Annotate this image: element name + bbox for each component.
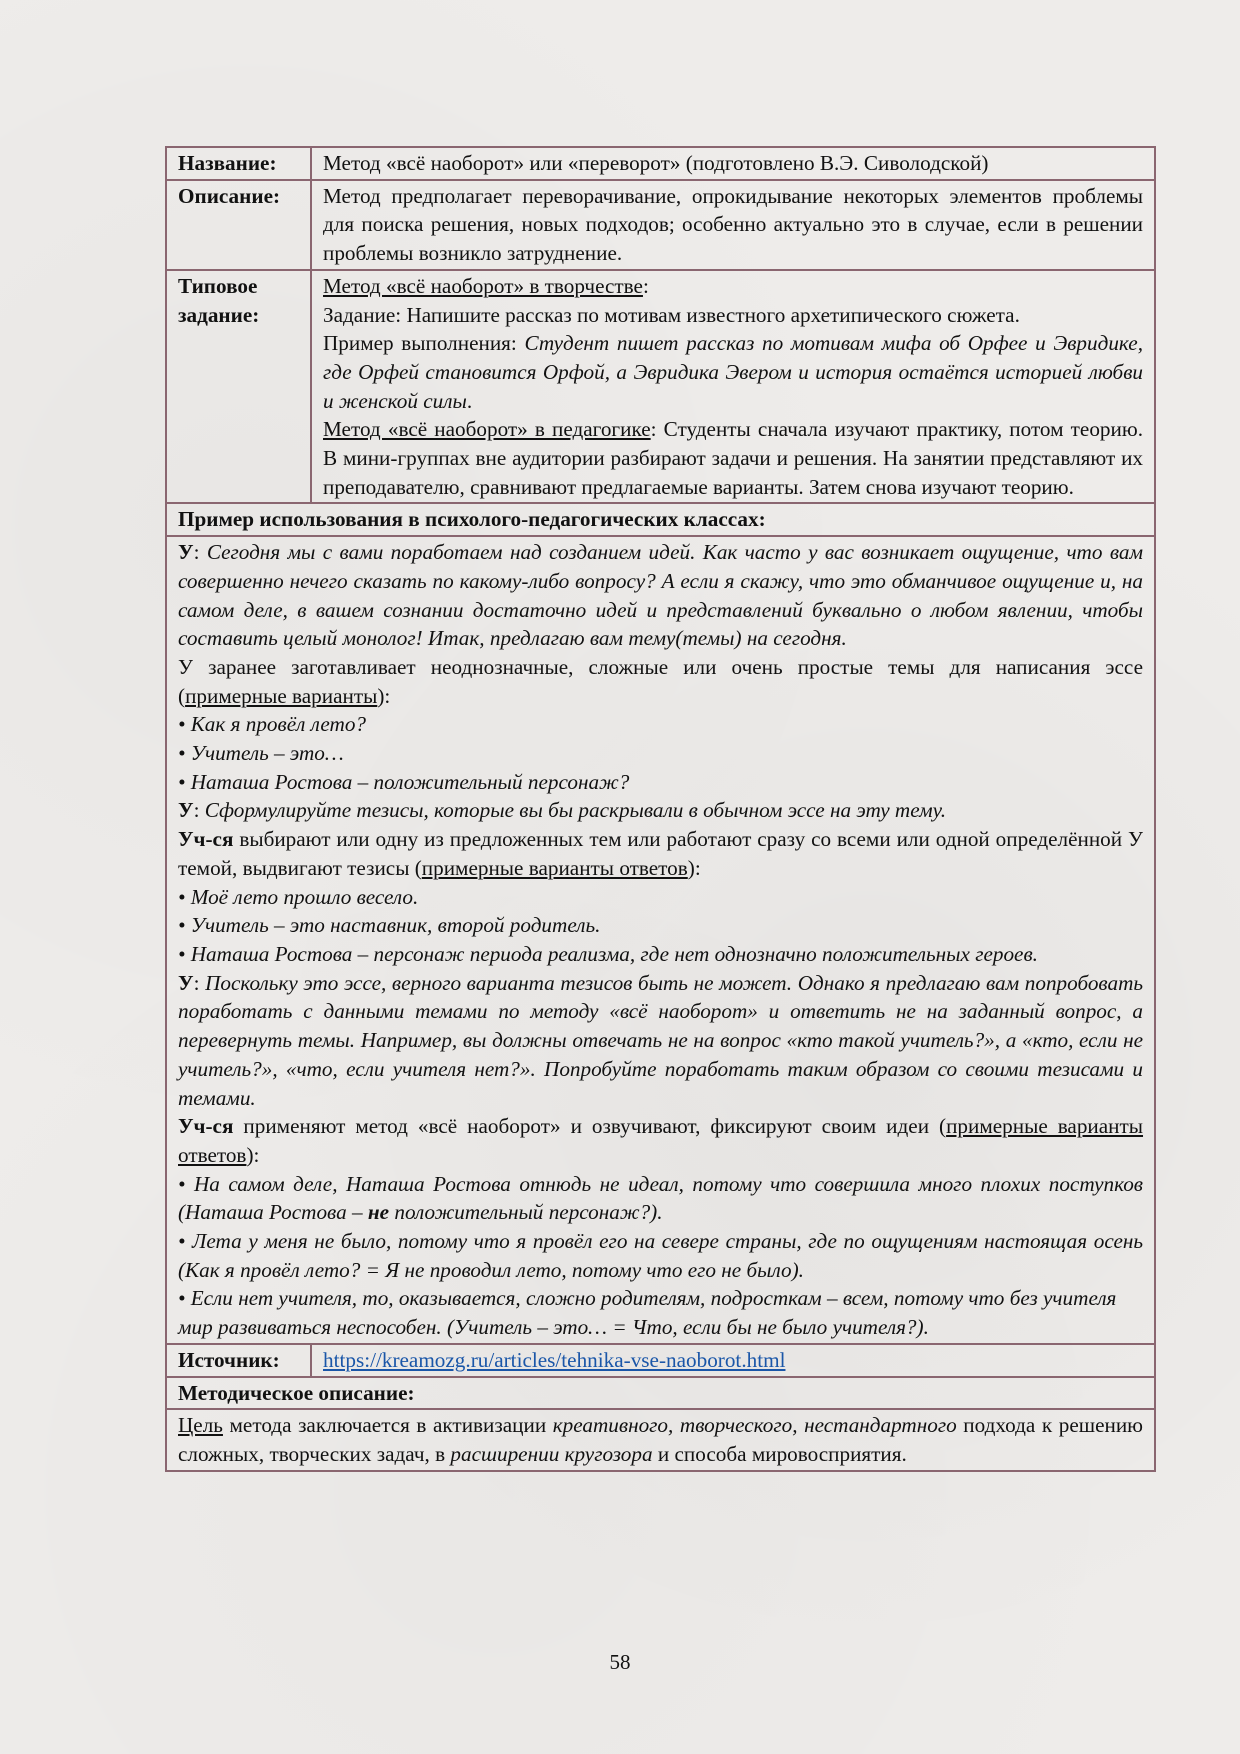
description-row (166, 180, 1155, 270)
pedagogy-text: : Студенты сначала изучают практику, потом теорию. В мини-группах вне аудитории разбирают задачи и решения. На занятии представляют их преподавателю, сравнивают предлагаемые варианты. Затем снова изучают теорию. (323, 417, 1143, 499)
method-italic-1: креативного, творческого, нестандартного (552, 1413, 957, 1438)
method-body-row (166, 1409, 1155, 1470)
choose-text: выбирают или одну из предложенных тем или работают сразу со всеми или одной определённой У темой, выдвигают тезисы ( (178, 827, 1143, 880)
creative-colon: : (642, 273, 649, 298)
intro-text: Сегодня мы с вами поработаем над созданием идей. Как часто у вас возникает ощущение, что вам совершенно нечего сказать по какому-либо вопросу? А если я скажу, что это обманчивое ощущение и, на самом деле, в вашем сознании достаточно идей и представлений буквально о любом явлении, чтобы составить целый монолог! Итак, предлагаю вам тему(темы) на сегодня. (178, 540, 1143, 651)
page-number: 58 (609, 1650, 631, 1674)
teacher-intro (178, 538, 1143, 653)
source-value (311, 1344, 1155, 1377)
example-text: Студент пишет рассказ по мотивам мифа об Орфее и Эвридике, где Орфей становится Орфой, а Эвридика Эвером и история остаётся историей любви и женской силы (323, 331, 1144, 413)
method-header-row (166, 1377, 1155, 1410)
students-mark: Уч-ся (178, 1114, 234, 1139)
close-paren: ): (687, 855, 701, 880)
topic-item: • Учитель – это… (178, 741, 344, 766)
task-value (311, 270, 1155, 504)
teacher-mark: У (178, 540, 194, 565)
name-value: Метод «всё наоборот» или «переворот» (подготовлено В.Э. Сиволодской) (311, 147, 1155, 180)
creative-heading (323, 272, 1143, 301)
pedagogy-paragraph (323, 415, 1143, 501)
formulate-text: Сформулируйте тезисы, которые вы бы раскрывали в обычном эссе на эту тему. (204, 798, 946, 823)
colon: : (193, 798, 205, 823)
close-paren: ): (377, 683, 391, 708)
example-dot: . (466, 388, 473, 413)
description-value: Метод предполагает переворачивание, опрокидывание некоторых элементов проблемы для поиска решения, новых подходов; особенно актуально это в случае, если в решении проблемы возникло затруднение. (311, 180, 1155, 270)
method-body (166, 1409, 1155, 1470)
method-header: Методическое описание: (166, 1377, 1155, 1410)
formulate-paragraph (178, 796, 1143, 825)
name-row (166, 147, 1155, 180)
colon: : (193, 540, 207, 565)
apply-paragraph (178, 1112, 1143, 1169)
task-label (166, 270, 311, 504)
method-card (165, 146, 1156, 1472)
colon: : (193, 970, 206, 995)
name-label: Название: (166, 147, 311, 180)
essay-paragraph (178, 969, 1143, 1113)
thesis-item: • Учитель – это наставник, второй родитель. (178, 913, 601, 938)
example-paragraph (323, 329, 1143, 415)
prepare-paragraph (178, 653, 1143, 710)
result-1-bold: не (367, 1200, 390, 1225)
method-text-1: метода заключается в активизации (222, 1413, 553, 1438)
creative-title: Метод «всё наоборот» в творчестве (323, 273, 643, 298)
example-header: Пример использования в психолого-педагогических классах: (166, 503, 1155, 536)
example-body (166, 536, 1155, 1344)
prepare-underlined: примерные варианты (185, 683, 378, 708)
thesis-item: • Наташа Ростова – персонаж периода реализма, где нет однозначно положительных героев. (178, 941, 1038, 966)
apply-answers-underlined: примерные варианты ответов (178, 1114, 1144, 1167)
source-row (166, 1344, 1155, 1377)
result-1b: положительный персонаж?). (389, 1200, 663, 1225)
topic-item: • Как я провёл лето? (178, 712, 367, 737)
result-item: • Лета у меня не было, потому что я провёл его на севере страны, где по ощущениям настоящая осень (Как я провёл лето? = Я не проводил лето, потому что его не было). (178, 1229, 1143, 1282)
example-body-row (166, 536, 1155, 1344)
answers-underlined: примерные варианты ответов (421, 855, 688, 880)
essay-text: Поскольку это эссе, верного варианта тезисов быть не может. Однако я предлагаю вам попробовать поработать с данными темами по методу «всё наоборот» и ответить не на заданный вопрос, а перевернуть темы. Например, вы должны отвечать не на вопрос «кто такой учитель?», а «кто, если не учитель?», «что, если учителя нет?». Попробуйте поработать таким образом со своими тезисами и темами. (178, 970, 1144, 1110)
teacher-mark: У (178, 798, 194, 823)
example-label: Пример выполнения: (323, 331, 525, 356)
example-header-row (166, 503, 1155, 536)
result-1a: • На самом деле, Наташа Ростова отнюдь не идеал, потому что совершила много плохих поступков (Наташа Ростова – (178, 1171, 1143, 1225)
task-row (166, 270, 1155, 504)
result-item (178, 1170, 1143, 1227)
choose-paragraph (178, 825, 1143, 882)
result-item: • Если нет учителя, то, оказывается, сложно родителям, подросткам – всем, потому что без учителя мир развиваться неспособен. (Учитель – это… = Что, если бы не было учителя?). (178, 1286, 1117, 1340)
topic-item: • Наташа Ростова – положительный персонаж? (178, 769, 630, 794)
task-label-line1: Типовое (178, 273, 258, 298)
apply-text: применяют метод «всё наоборот» и озвучивают, фиксируют своим идеи ( (233, 1114, 947, 1139)
prepare-text: У заранее заготавливает неоднозначные, сложные или очень простые темы для написания эссе ( (178, 654, 1143, 708)
method-italic-2: расширении кругозора (450, 1441, 653, 1466)
method-text-2: подхода к решению сложных, творческих задач, в (178, 1413, 1144, 1466)
apply-close-paren: ): (246, 1142, 260, 1167)
assignment-text: Задание: Напишите рассказ по мотивам известного архетипического сюжета. (323, 302, 1020, 327)
goal-word: Цель (178, 1413, 223, 1438)
teacher-mark: У (178, 970, 194, 995)
source-label: Источник: (166, 1344, 311, 1377)
method-text-3: и способа мировосприятия. (652, 1441, 907, 1466)
thesis-item: • Моё лето прошло весело. (178, 884, 419, 909)
students-mark: Уч-ся (178, 827, 234, 852)
task-label-line2: задание: (178, 302, 260, 327)
source-link[interactable]: https://kreamozg.ru/articles/tehnika-vse-naoborot.html (323, 1347, 786, 1372)
description-label: Описание: (166, 180, 311, 270)
pedagogy-title: Метод «всё наоборот» в педагогике (323, 417, 651, 442)
